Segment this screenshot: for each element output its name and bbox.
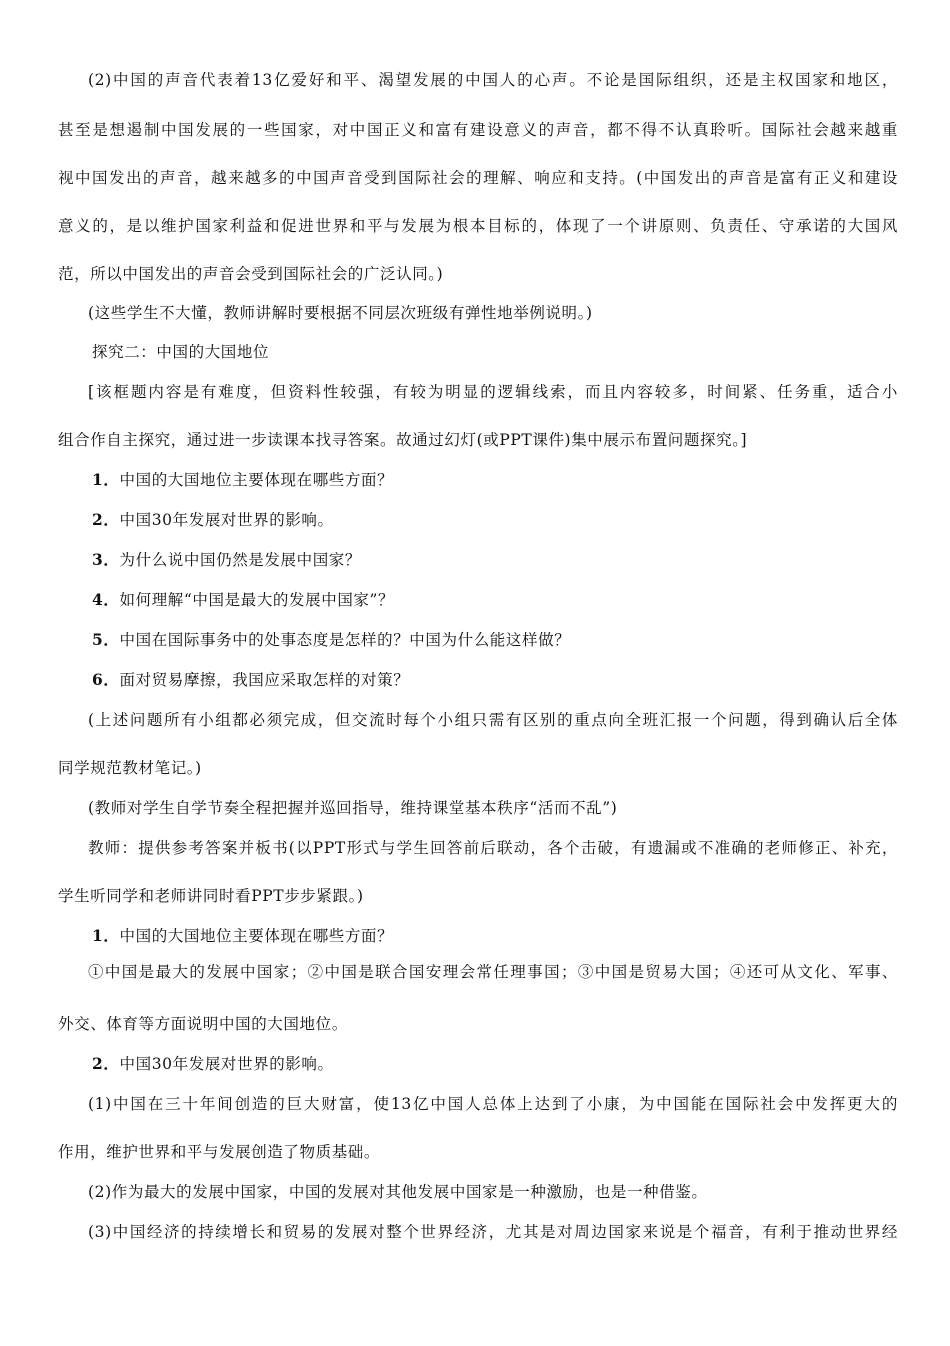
teacher-line: 学生听同学和老师讲同时看PPT步步紧跟。) (58, 887, 364, 905)
question-number: 4． (92, 590, 120, 609)
paragraph-line: 视中国发出的声音，越来越多的中国声音受到国际社会的理解、响应和支持。(中国发出的声音是富有正义和建设 (58, 169, 898, 187)
question-number: 5． (92, 630, 120, 649)
question-text: 中国的大国地位主要体现在哪些方面？ (119, 471, 394, 489)
paragraph-line: 甚至是想遏制中国发展的一些国家，对中国正义和富有建设意义的声音，都不得不认真聆听。国际社会越来越重 (58, 121, 898, 139)
answer-number: 1． (92, 926, 120, 945)
question-text: 如何理解“中国是最大的发展中国家”？ (119, 591, 395, 609)
question-text: 为什么说中国仍然是发展中国家？ (119, 551, 362, 569)
answer-line: 外交、体育等方面说明中国的大国地位。 (58, 1015, 348, 1033)
teacher-note: (教师对学生自学节奏全程把握并巡回指导，维持课堂基本秩序“活而不乱”) (88, 799, 618, 817)
instruction-line: (上述问题所有小组都必须完成，但交流时每个小组只需有区别的重点向全班汇报一个问题，得到确认后全体 (88, 711, 898, 729)
answer-number: 2． (92, 1054, 120, 1073)
question-text: 中国30年发展对世界的影响。 (119, 511, 334, 529)
question-item (92, 590, 932, 610)
question-number: 3． (92, 550, 120, 569)
question-number: 6． (92, 670, 120, 689)
bracket-note-line: [该框题内容是有难度，但资料性较强，有较为明显的逻辑线索，而且内容较多，时间紧、任务重，适合小 (88, 383, 898, 401)
question-item (92, 670, 932, 690)
question-text: 面对贸易摩擦，我国应采取怎样的对策？ (119, 671, 410, 689)
section-heading: 探究二：中国的大国地位 (92, 343, 270, 361)
paragraph-line: (2)中国的声音代表着13亿爱好和平、渴望发展的中国人的心声。不论是国际组织，还是主权国家和地区， (88, 71, 898, 89)
question-item (92, 630, 932, 650)
paragraph-line: 范，所以中国发出的声音会受到国际社会的广泛认同。) (58, 265, 444, 283)
answer-heading (92, 926, 932, 946)
answer-line: (1)中国在三十年间创造的巨大财富，使13亿中国人总体上达到了小康，为中国能在国际社会中发挥更大的 (88, 1095, 898, 1113)
paragraph-line: 意义的，是以维护国家利益和促进世界和平与发展为根本目标的，体现了一个讲原则、负责任、守承诺的大国风 (58, 217, 898, 235)
question-text: 中国在国际事务中的处事态度是怎样的？中国为什么能这样做？ (119, 631, 571, 649)
question-item (92, 470, 932, 490)
answer-heading (92, 1054, 932, 1074)
answer-line: 作用，维护世界和平与发展创造了物质基础。 (58, 1143, 381, 1161)
answer-line: (3)中国经济的持续增长和贸易的发展对整个世界经济，尤其是对周边国家来说是个福音，有利于推动世界经 (88, 1223, 898, 1241)
question-number: 2． (92, 510, 120, 529)
question-item (92, 550, 932, 570)
bracket-note-line: 组合作自主探究，通过进一步读课本找寻答案。故通过幻灯(或PPT课件)集中展示布置问题探究。] (58, 431, 748, 449)
question-number: 1． (92, 470, 120, 489)
question-item (92, 510, 932, 530)
answer-heading-text: 中国的大国地位主要体现在哪些方面？ (119, 927, 394, 945)
answer-line: ①中国是最大的发展中国家；②中国是联合国安理会常任理事国；③中国是贸易大国；④还可从文化、军事、 (88, 963, 898, 981)
instruction-line: 同学规范教材笔记。) (58, 759, 202, 777)
answer-line: (2)作为最大的发展中国家，中国的发展对其他发展中国家是一种激励，也是一种借鉴。 (88, 1183, 708, 1201)
teacher-line: 教师：提供参考答案并板书(以PPT形式与学生回答前后联动，各个击破，有遗漏或不准确的老师修正、补充， (88, 839, 898, 857)
teacher-note: (这些学生不大懂，教师讲解时要根据不同层次班级有弹性地举例说明。) (88, 304, 593, 322)
answer-heading-text: 中国30年发展对世界的影响。 (119, 1055, 334, 1073)
